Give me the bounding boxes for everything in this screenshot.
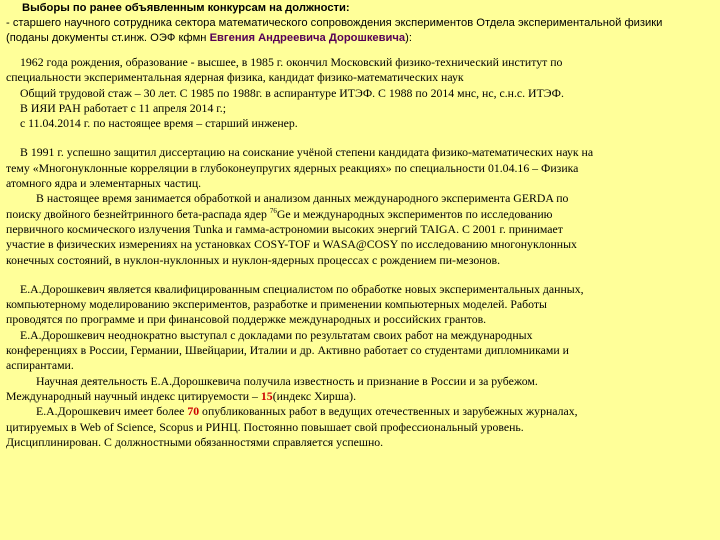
spacer (6, 131, 714, 145)
research-p2-line-2 (6, 207, 714, 222)
research-p2-line-4: участие в физических измерениях на установках COSY-TOF и WASA@COSY по исследованию многонуклонных (6, 237, 577, 252)
body-text (6, 55, 714, 450)
assessment-p2-line-2: конференциях в России, Германии, Швейцарии, Италии и др. Активно работает со студентами дипломниками и (6, 343, 569, 358)
research-p1-line-3: атомного ядра и элементарных частиц. (6, 176, 202, 191)
isotope-mass-number: 76 (269, 206, 277, 215)
assessment-p4-line-1b: опубликованных работ в ведущих отечественных и зарубежных журналах, (199, 404, 578, 419)
assessment-p1-line-3: проводятся по программе и при финансовой поддержке международных и российских грантов. (6, 312, 487, 327)
candidate-name: Евгения Андреевича Дорошкевича (209, 32, 406, 44)
slide-title: Выборы по ранее объявленным конкурсам на должности: (22, 2, 350, 14)
assessment-p2-line-3: аспирантами. (6, 358, 74, 373)
bio-line-4: В ИЯИ РАН работает с 11 апреля 2014 г.; (20, 100, 227, 115)
assessment-p3-line-2 (6, 389, 714, 404)
bio-line-1: 1962 года рождения, образование - высшее, в 1985 г. окончил Московский физико-технический институт по (20, 55, 563, 69)
candidate-line (6, 31, 718, 46)
candidate-suffix: ): (405, 32, 412, 44)
bio-line-5: с 11.04.2014 г. по настоящее время – старший инженер. (20, 116, 298, 131)
bio-line-3: Общий трудовой стаж – 30 лет. С 1985 по 1988г. в аспирантуре ИТЭФ. С 1988 по 2014 мнс, нс, с.н.с. ИТЭФ. (20, 85, 564, 100)
research-p2-line-3: первичного космического излучения Tunka и гамма-астрономии высоких энергий TAIGA. С 2001 г. принимает (6, 221, 563, 236)
research-p1-line-2: тему «Многонуклонные корреляции в глубоконеупругих ядерных реакциях» по специальности 01.04.16 – Физика (6, 160, 579, 175)
research-p2-line-2a: поиску двойного безнейтринного бета-распада ядер (6, 206, 270, 221)
research-p2-line-5: конечных состояний, в нуклон-нуклонных и нуклон-ядерных процессах с рождением пи-мезонов. (6, 252, 501, 267)
publications-count-value: 70 (187, 404, 200, 419)
header (6, 1, 718, 46)
candidate-prefix: (поданы документы ст.инж. ОЭФ кфмн (6, 32, 210, 44)
assessment-p3-line-1: Научная деятельность Е.А.Дорошкевича получила известность и признание в России и за рубежом. (36, 373, 538, 388)
research-p1-line-1: В 1991 г. успешно защитил диссертацию на соискание учёной степени кандидата физико-математических наук на (20, 145, 594, 160)
research-p2-line-1: В настоящее время занимается обработкой и анализом данных международного эксперимента GERDA по (36, 191, 569, 206)
assessment-p4-line-2: цитируемых в Web of Science, Scopus и РИНЦ. Постоянно повышает свой профессиональный уровень. (6, 419, 524, 434)
assessment-p3-line-2b: (индекс Хирша). (272, 388, 357, 403)
assessment-p4-line-1a: Е.А.Дорошкевич имеет более (36, 404, 188, 419)
hirsch-index-value: 15 (260, 388, 273, 403)
assessment-p4-line-3: Дисциплинирован. С должностными обязанностями справляется успешно. (6, 434, 384, 449)
research-p2-line-2b: Ge и международных экспериментов по исследованию (276, 206, 553, 221)
position-line: - старшего научного сотрудника сектора математического сопровождения экспериментов Отдела экспериментальной физики (6, 17, 663, 29)
assessment-p1-line-2: компьютерному моделированию экспериментов, разработке и применении компьютерных моделей. Работы (6, 297, 547, 312)
spacer (6, 268, 714, 282)
assessment-p3-line-2a: Международный научный индекс цитируемости – (6, 388, 261, 403)
assessment-p1-line-1: Е.А.Дорошкевич является квалифицированным специалистом по обработке новых экспериментальных данных, (20, 281, 584, 296)
bio-line-2: специальности экспериментальная ядерная физика, кандидат физико-математических наук (6, 70, 464, 85)
assessment-p4-line-1 (6, 404, 714, 419)
assessment-p2-line-1: Е.А.Дорошкевич неоднократно выступал с докладами по результатам своих работ на международных (20, 327, 533, 342)
